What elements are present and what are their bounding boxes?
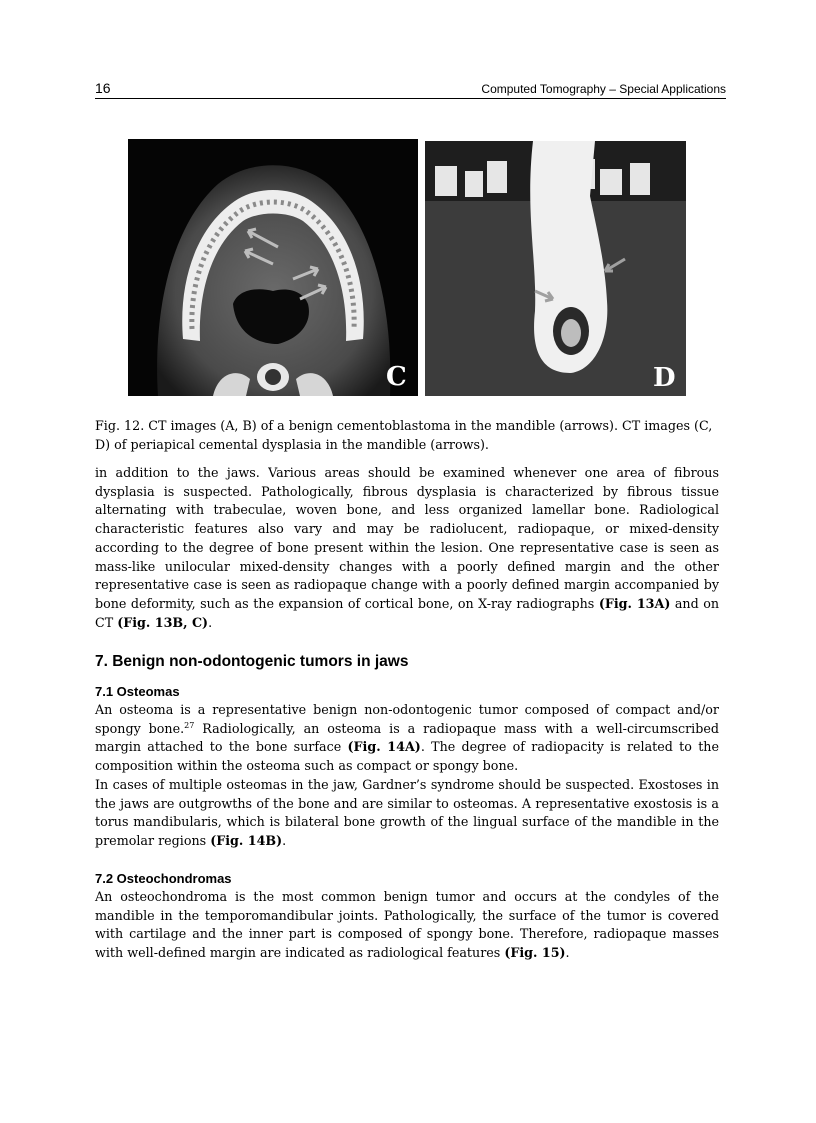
paragraph-1-text-2: and on CT [95,595,720,630]
subsection-heading-7-1: 7.1 Osteomas [95,684,180,699]
osteomas-p2-text-2: . [282,832,287,848]
ct-coronal-mandible-image [425,141,686,396]
figure-ref-13a: (Fig. 13A) [598,595,671,611]
osteochondromas-text-2: . [565,945,570,961]
paragraph-1-text-1: in addition to the jaws. Various areas should be examined whenever one area of fibrous dysplasia is suspected. Pathologically, fibrous dysplasia is characterized by fibrous tissue alternating with trabeculae, woven bone, and less organized lamellar bone. Radiological characteristic features also vary and may be radiolucent, radiopaque, or mixed-density according to the degree of bone present within the lesion. One representative case is seen as mass-like unilocular mixed-density changes with a poorly defined margin and the other representative case is seen as radiopaque change with a poorly defined margin accompanied by bone deformity, such as the expansion of cortical bone, on X-ray radiographs [95,465,719,611]
page-number: 16 [95,80,111,96]
osteomas-p1-text-3: . The degree of radiopacity is related to the composition within the osteoma such as compact or spongy bone. [95,739,719,774]
figure-ref-14a: (Fig. 14A) [347,739,421,755]
subsection-heading-7-2: 7.2 Osteochondromas [95,871,232,886]
figure-ref-15: (Fig. 15) [504,945,566,961]
osteomas-paragraph-1 [95,701,719,776]
figure-caption [95,417,719,454]
figure-ref-13bc: (Fig. 13B, C) [117,614,209,630]
spinal-canal [265,369,281,385]
ct-image-panel-c [128,139,418,396]
osteomas-p2-text-1: In cases of multiple osteomas in the jaw, Gardner’s syndrome should be suspected. Exostoses in the jaws are outgrowths of the bone and are similar to osteomas. A representative exostosis is a torus mandibularis, which is bilateral bone growth of the lingual surface of the mandible in the premolar regions [95,776,719,848]
osteomas-text [95,701,719,851]
paragraph-fibrous-dysplasia [95,464,719,632]
paragraph-1 [95,464,719,632]
panel-label-c: C [386,362,407,392]
osteomas-paragraph-2 [95,776,719,851]
osteomas-p1-text-1: An osteoma is a representative benign non-odontogenic tumor composed of compact and/or spongy bone. [95,702,719,736]
panel-label-d: D [653,363,676,393]
figure-caption-text: Fig. 12. CT images (A, B) of a benign cementoblastoma in the mandible (arrows). CT images (C, D) of periapical cemental dysplasia in the mandible (arrows). [95,418,713,452]
running-head [95,80,726,99]
osteomas-p1-text-2: Radiologically, an osteoma is a radiopaque mass with a well-circumscribed margin attached to the bone surface [95,720,719,755]
osteochondromas-text [95,888,719,963]
running-title: Computed Tomography – Special Applications [481,82,726,96]
ct-image-panel-d [425,141,686,396]
paragraph-1-text-3: . [208,614,213,630]
ct-axial-mandible-image [128,139,418,396]
osteochondromas-paragraph [95,888,719,963]
citation-27: 27 [184,720,195,730]
figure-ref-14b: (Fig. 14B) [210,832,283,848]
osteochondromas-text-1: An osteochondroma is the most common benign tumor and occurs at the condyles of the mandible in the temporomandibular joints. Pathologically, the surface of the tumor is covered with cartilage and the inner part is composed of spongy bone. Therefore, radiopaque masses with well-defined margin are indicated as radiological features [95,889,719,961]
lesion-core [561,319,581,347]
section-heading-7: 7. Benign non-odontogenic tumors in jaws [95,653,409,670]
